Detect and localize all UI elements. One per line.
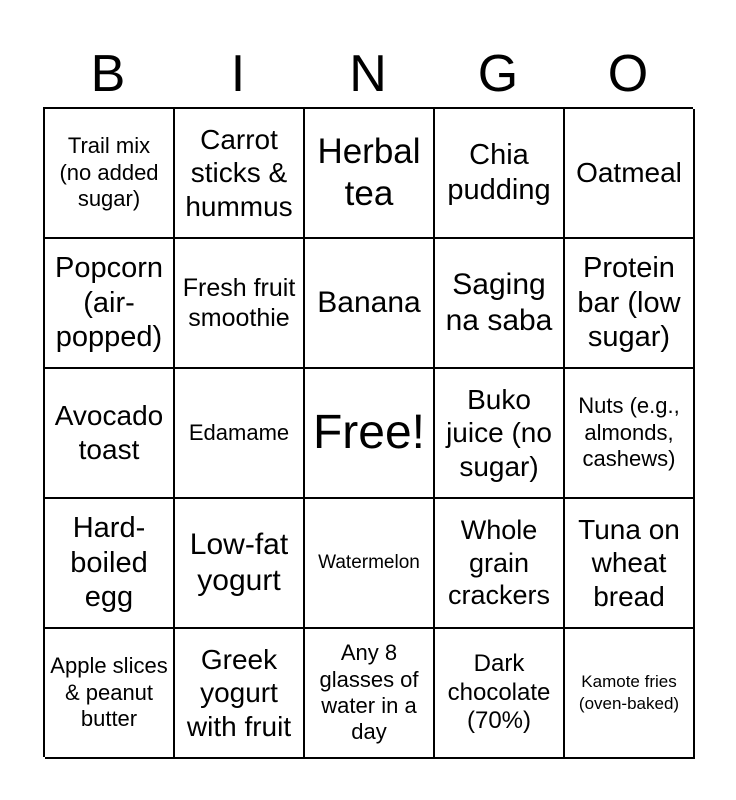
- bingo-cell[interactable]: [565, 239, 695, 369]
- bingo-header: [43, 40, 693, 108]
- bingo-card: [43, 107, 693, 757]
- cell-text: Oatmeal: [576, 157, 682, 189]
- bingo-cell[interactable]: [305, 239, 435, 369]
- free-space[interactable]: [305, 369, 435, 499]
- cell-text: Tuna on wheat bread: [578, 513, 680, 612]
- bingo-cell[interactable]: [175, 499, 305, 629]
- bingo-cell[interactable]: [565, 629, 695, 759]
- cell-text: Hard-boiled egg: [70, 511, 148, 614]
- cell-text: Popcorn (air-popped): [54, 251, 163, 354]
- cell-text: Avocado toast: [54, 400, 164, 465]
- cell-text: Apple slices & peanut butter: [50, 653, 168, 732]
- cell-text: Saging na saba: [445, 268, 553, 337]
- cell-text: Whole grain crackers: [447, 515, 550, 611]
- cell-text: Protein bar (low sugar): [577, 251, 681, 354]
- bingo-cell[interactable]: [435, 369, 565, 499]
- cell-text: Edamame: [188, 419, 290, 445]
- bingo-cell[interactable]: [565, 369, 695, 499]
- bingo-cell[interactable]: [45, 499, 175, 629]
- bingo-cell[interactable]: [175, 239, 305, 369]
- cell-text: Trail mix (no added sugar): [59, 133, 159, 212]
- cell-text: Free!: [312, 406, 426, 460]
- cell-text: Banana: [317, 286, 421, 319]
- header-letter-o: O: [607, 45, 649, 103]
- cell-text: Chia pudding: [447, 139, 551, 206]
- cell-text: Fresh fruit smoothie: [182, 274, 296, 332]
- cell-text: Low-fat yogurt: [189, 528, 289, 597]
- bingo-cell[interactable]: [435, 629, 565, 759]
- bingo-cell[interactable]: [565, 499, 695, 629]
- bingo-cell[interactable]: [45, 239, 175, 369]
- bingo-cell[interactable]: [435, 499, 565, 629]
- bingo-cell[interactable]: [175, 629, 305, 759]
- header-letter-n: N: [349, 45, 387, 103]
- bingo-cell[interactable]: [175, 369, 305, 499]
- bingo-cell[interactable]: [175, 109, 305, 239]
- cell-text: Dark chocolate (70%): [447, 649, 551, 735]
- cell-text: Carrot sticks & hummus: [185, 123, 293, 222]
- cell-text: Nuts (e.g., almonds, cashews): [578, 393, 680, 472]
- bingo-cell[interactable]: [435, 239, 565, 369]
- cell-text: Kamote fries (oven-baked): [578, 671, 680, 713]
- header-letter-b: B: [90, 45, 126, 103]
- cell-text: Greek yogurt with fruit: [186, 643, 292, 742]
- bingo-cell[interactable]: [45, 369, 175, 499]
- bingo-cell[interactable]: [565, 109, 695, 239]
- header-letter-g: G: [477, 45, 519, 103]
- bingo-cell[interactable]: [45, 629, 175, 759]
- bingo-cell[interactable]: [435, 109, 565, 239]
- bingo-cell[interactable]: [305, 499, 435, 629]
- cell-text: Watermelon: [318, 551, 420, 573]
- bingo-cell[interactable]: [305, 109, 435, 239]
- header-letter-i: I: [230, 45, 246, 103]
- bingo-cell[interactable]: [305, 629, 435, 759]
- cell-text: Any 8 glasses of water in a day: [319, 640, 419, 745]
- cell-text: Herbal tea: [317, 132, 421, 213]
- cell-text: Buko juice (no sugar): [446, 383, 552, 482]
- bingo-cell[interactable]: [45, 109, 175, 239]
